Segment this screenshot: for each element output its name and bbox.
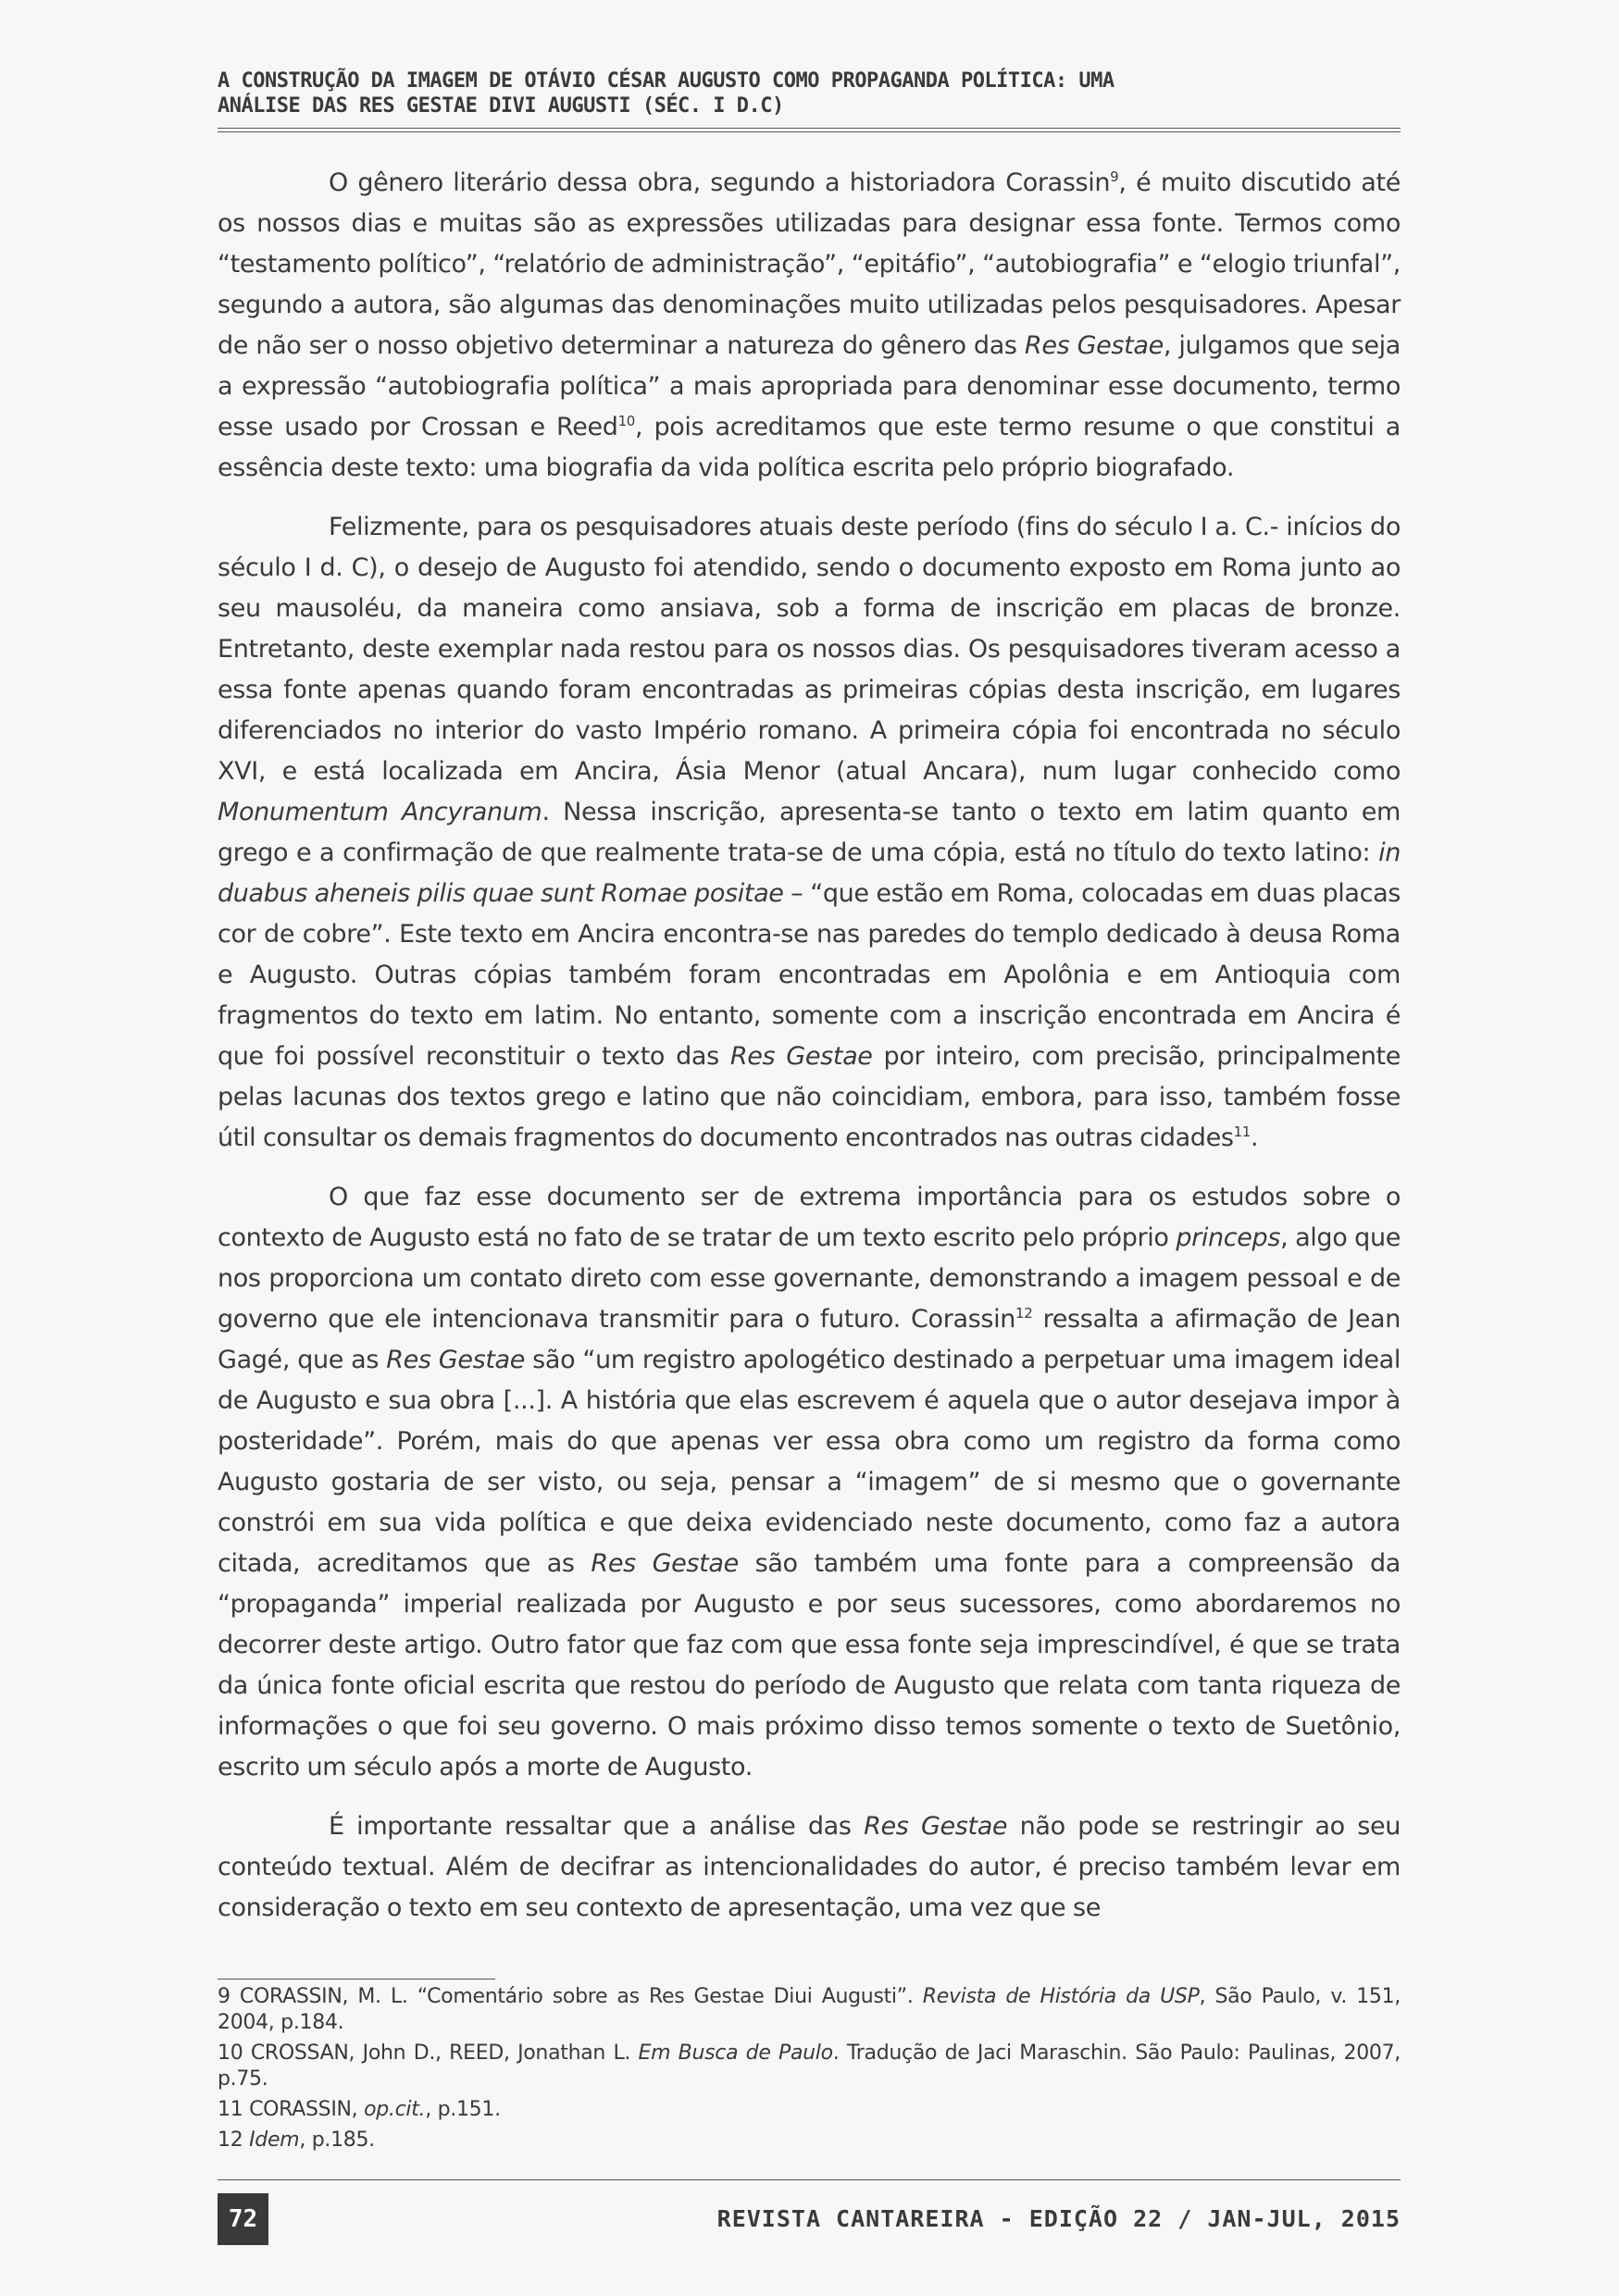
text-run: 9 CORASSIN, M. L. “Comentário sobre as Res Gestae Diui Augusti”. (218, 1985, 923, 2008)
text-run: 12 (218, 2128, 250, 2152)
running-header (218, 68, 1402, 118)
italic-run: Res Gestae (729, 1042, 873, 1071)
footnote-ref-9: 9 (1110, 168, 1119, 185)
italic-run: in duabus aheneis pilis quae sunt Romae positae (218, 838, 1401, 908)
text-run: . Tradução de Jaci Maraschin. São Paulo: Paulinas, 2007, p.75. (218, 2042, 1401, 2091)
italic-run: Res Gestae (864, 1812, 1008, 1841)
page-number: 72 (218, 2193, 268, 2245)
footnote-ref-12: 12 (1015, 1305, 1033, 1322)
text-run: . (1250, 1123, 1259, 1152)
running-header-line-2: ANÁLISE DAS RES GESTAE DIVI AUGUSTI (SÉC. I D.C) (218, 94, 784, 118)
text-run: 10 CROSSAN, John D., REED, Jonathan L. (218, 2042, 639, 2065)
journal-footer: REVISTA CANTAREIRA - EDIÇÃO 22 / JAN-JUL, 2015 (716, 2205, 1401, 2232)
italic-run: Res Gestae (386, 1346, 526, 1374)
footnote-10 (218, 2041, 1401, 2092)
paragraph-3 (218, 1177, 1401, 1788)
paragraph-1 (218, 163, 1401, 489)
footnote-9 (218, 1984, 1401, 2036)
italic-run: Em Busca de Paulo (638, 2042, 833, 2065)
text-run: – “que estão em Roma, colocadas em duas placas cor de cobre”. Este texto em Ancira encontra-se nas paredes do templo dedicado à deusa Roma e Augusto. Outras cópias também foram encontradas em Apolônia e em Antioquia com fragmentos do texto em latim. No entanto, somente com a inscrição encontrada em Ancira é que foi possível reconstituir o texto das (218, 879, 1401, 1071)
text-run: 11 CORASSIN, (218, 2098, 365, 2121)
body-text (218, 163, 1401, 1947)
italic-run: op.cit. (364, 2098, 426, 2121)
text-run: , p.151. (425, 2098, 501, 2121)
italic-run: Monumentum Ancyranum (218, 798, 542, 826)
text-run: O gênero literário dessa obra, segundo a historiadora Corassin (329, 168, 1111, 197)
text-run: O que faz esse documento ser de extrema importância para os estudos sobre o contexto de Augusto está no fato de se tratar de um texto escrito pelo próprio (218, 1183, 1401, 1252)
text-run: por inteiro, com precisão, principalmente pelas lacunas dos textos grego e latino que não coincidiam, embora, para isso, também fosse útil consultar os demais fragmentos do documento encontrados nas outras cidades (218, 1042, 1401, 1152)
footnotes (218, 1984, 1401, 2158)
text-run: , pois acreditamos que este termo resume o que constitui a essência deste texto: uma biografia da vida política escrita pelo próprio biografado. (218, 413, 1401, 482)
text-run: , algo que nos proporciona um contato direto com esse governante, demonstrando a imagem pessoal e de governo que ele intencionava transmitir para o futuro. Corassin (218, 1223, 1401, 1334)
paragraph-2 (218, 507, 1401, 1159)
footnote-separator (218, 1979, 495, 1980)
text-run: , São Paulo, v. 151, 2004, p.184. (218, 1985, 1401, 2034)
text-run: É importante ressaltar que a análise das (329, 1812, 865, 1841)
text-run: ressalta a afirmação de Jean Gagé, que as (218, 1305, 1401, 1374)
footer-rule (218, 2179, 1401, 2180)
paragraph-4 (218, 1806, 1401, 1929)
italic-run: Res Gestae (591, 1549, 739, 1578)
footnote-11 (218, 2097, 1401, 2123)
text-run: , p.185. (299, 2128, 375, 2152)
italic-run: Res Gestae (1024, 331, 1164, 360)
footnote-ref-11: 11 (1233, 1123, 1251, 1140)
text-run: , julgamos que seja a expressão “autobiografia política” a mais apropriada para denominar esse documento, termo esse usado por Crossan e Reed (218, 331, 1401, 441)
footnote-12 (218, 2128, 1401, 2153)
italic-run: Idem (249, 2128, 300, 2152)
text-run: , é muito discutido até os nossos dias e muitas são as expressões utilizadas para designar essa fonte. Termos como “testamento político”, “relatório de administração”, “epitáfio”, “autobiografia” e “elogio triunfal”, segundo a autora, são algumas das denominações muito utilizadas pelos pesquisadores. Apesar de não ser o nosso objetivo determinar a natureza do gênero das (218, 168, 1401, 360)
text-run: são “um registro apologético destinado a perpetuar uma imagem ideal de Augusto e sua obra [...]. A história que elas escrevem é aquela que o autor desejava impor à posteridade”. Porém, mais do que apenas ver essa obra como um registro da forma como Augusto gostaria de ser visto, ou seja, pensar a “imagem” de si mesmo que o governante constrói em sua vida política e que deixa evidenciado neste documento, como faz a autora citada, acreditamos que as (218, 1346, 1401, 1578)
running-header-line-1: A CONSTRUÇÃO DA IMAGEM DE OTÁVIO CÉSAR AUGUSTO COMO PROPAGANDA POLÍTICA: UMA (218, 69, 1115, 93)
text-run: . Nessa inscrição, apresenta-se tanto o texto em latim quanto em grego e a confirmação de que realmente trata-se de uma cópia, está no título do texto latino: (218, 798, 1401, 867)
italic-run: Revista de História da USP (922, 1985, 1200, 2008)
text-run: são também uma fonte para a compreensão da “propaganda” imperial realizada por Augusto e por seus sucessores, como abordaremos no decorrer deste artigo. Outro fator que faz com que essa fonte seja imprescindível, é que se trata da única fonte oficial escrita que restou do período de Augusto que relata com tanta riqueza de informações o que foi seu governo. O mais próximo disso temos somente o texto de Suetônio, escrito um século após a morte de Augusto. (218, 1549, 1401, 1781)
italic-run: princeps (1176, 1223, 1281, 1252)
text-run: Felizmente, para os pesquisadores atuais deste período (fins do século I a. C.- inícios do século I d. C), o desejo de Augusto foi atendido, sendo o documento exposto em Roma junto ao seu mausoléu, da maneira como ansiava, sob a forma de inscrição em placas de bronze. Entretanto, deste exemplar nada restou para os nossos dias. Os pesquisadores tiveram acesso a essa fonte apenas quando foram encontradas as primeiras cópias desta inscrição, em lugares diferenciados no interior do vasto Império romano. A primeira cópia foi encontrada no século XVI, e está localizada em Ancira, Ásia Menor (atual Ancara), num lugar conhecido como (218, 513, 1401, 786)
header-rule (218, 128, 1401, 132)
text-run: não pode se restringir ao seu conteúdo textual. Além de decifrar as intencionalidades do autor, é preciso também levar em consideração o texto em seu contexto de apresentação, uma vez que se (218, 1812, 1401, 1922)
footnote-ref-10: 10 (617, 413, 635, 429)
